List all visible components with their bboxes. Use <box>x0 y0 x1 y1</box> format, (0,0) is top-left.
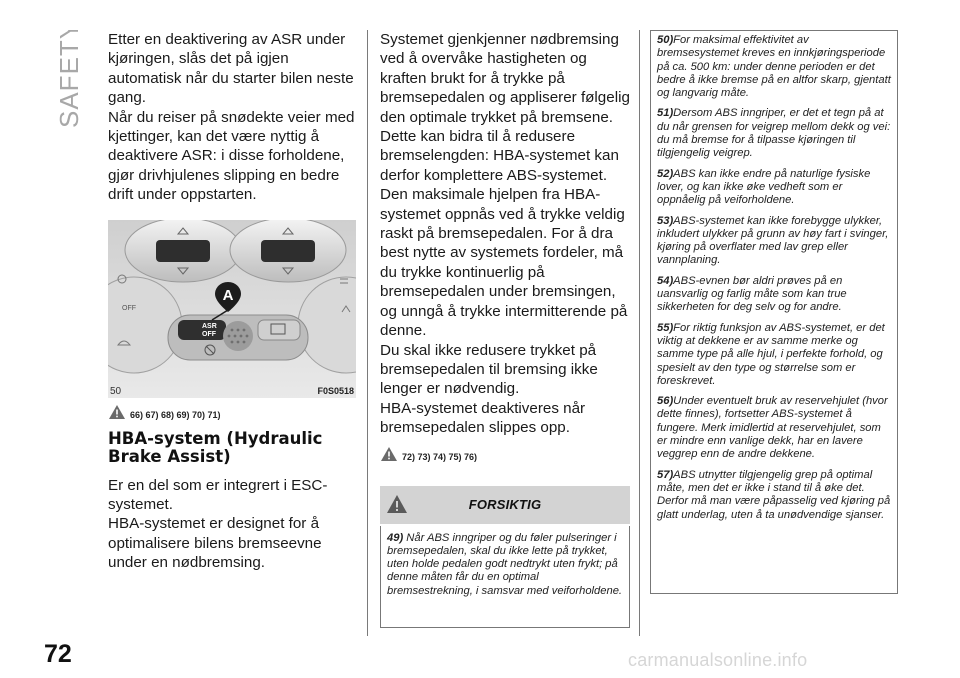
note-number: 54) <box>657 274 674 287</box>
note-text: ABS-systemet kan ikke forebygge ulykker, inkludert ulykker på grunn av høy fart i svinger, kjøring på overflater med lav grep eller vannplaning. <box>657 214 889 267</box>
column-1 <box>108 30 356 573</box>
paragraph: HBA-systemet deaktiveres når bremsepedalen slippes opp. <box>380 399 586 437</box>
paragraph: Etter en deaktivering av ASR under kjøringen, slås det på igjen automatisk når du starter bilen neste gang. <box>108 31 354 107</box>
note-text: For riktig funksjon av ABS-systemet, er det viktig at dekkene er av samme merke og samme type på alle hjul, i perfekte forhold, og spesielt av den type og størrelse som er foreskrevet. <box>657 321 885 387</box>
figure-code: F0S0518 <box>317 385 354 396</box>
note-number: 52) <box>657 167 674 180</box>
note-text: For maksimal effektivitet av bremsesystemet kreves en innkjøringsperiode på ca. 500 km: under denne perioden er det bedre å ikke bremse på en altfor skarp, gjentatt og langvarig måte. <box>657 34 891 100</box>
switch-panel-illustration <box>108 220 356 398</box>
warning-refs <box>108 404 356 420</box>
note-number: 51) <box>657 107 674 120</box>
warning-icon <box>108 404 126 420</box>
section-tab <box>50 30 86 130</box>
section-heading <box>108 430 356 466</box>
notes-box <box>650 30 898 594</box>
caution-title: FORSIKTIG <box>468 497 542 513</box>
warning-icon <box>386 494 408 514</box>
note-item <box>657 215 892 268</box>
note-number: 57) <box>657 468 674 481</box>
heading-line: HBA-system (Hydraulic <box>108 428 323 448</box>
paragraph: Systemet gjenkjenner nødbremsing ved å overvåke hastigheten og kraften brukt for å trykke på bremsepedalen og appliserer følgelig den optimale trykket på bremsene. Dette kan bidra til å redusere bremselengden: HBA-systemet kan derfor komplettere ABS-systemet. <box>380 31 630 184</box>
intro-text <box>108 30 356 205</box>
off-label: OFF <box>122 304 136 312</box>
paragraph: Når du reiser på snødekte veier med kjettinger, kan det være nyttig å deaktivere ASR: i disse forholdene, gjør drivhjulenes slipping en bedre drift under oppstarten. <box>108 108 355 204</box>
note-number: 56) <box>657 395 674 408</box>
asr-switch-label: OFF <box>202 330 216 338</box>
caution-box <box>380 526 630 628</box>
caution-header <box>380 486 630 524</box>
heading-line: Brake Assist) <box>108 446 231 466</box>
note-item <box>657 469 892 522</box>
column-divider-right <box>639 30 640 636</box>
note-item <box>657 34 892 100</box>
paragraph: Den maksimale hjelpen fra HBA-systemet oppnås ved å trykke veldig raskt på bremsepedalen. For å dra best nytte av systemets fordeler, må du trykke kontinuerlig på bremsepedalen under bremsingen, og unngå å trykke intermitterende på denne. <box>380 186 628 340</box>
warning-icon <box>380 446 398 462</box>
note-item <box>657 275 892 315</box>
paragraph: Er en del som er integrert i ESC-systemet. <box>108 476 328 514</box>
note-item <box>657 168 892 208</box>
paragraph: HBA-systemet er designet for å optimalisere bilens bremseevne under en nødbremsing. <box>108 515 322 572</box>
dashboard-figure <box>108 220 356 398</box>
note-text: Dersom ABS inngriper, er det et tegn på at du når grensen for veigrep mellom dekk og vei: du må bremse for å tilpasse kjøringen til tilgjengelig veigrep. <box>657 107 891 160</box>
note-text: ABS-evnen bør aldri prøves på en uansvarlig og farlig måte som kan true sikkerheten for deg selv og for andre. <box>657 274 847 314</box>
hba-description <box>380 30 630 438</box>
warning-ref-numbers: 66) 67) 68) 69) 70) 71) <box>130 409 221 420</box>
asr-switch-label: ASR <box>202 322 217 330</box>
section-tab-label: SAFETY <box>54 30 84 128</box>
column-3 <box>650 30 898 594</box>
watermark: carmanualsonline.info <box>628 650 808 670</box>
note-text: Under eventuelt bruk av reservehjulet (hvor dette finnes), fortsetter ABS-systemet å fungere. Merk imidlertid at reservehjulet, som er mindre enn vanlige dekk, har en lavere veggrep enn de andre dekkene. <box>657 395 888 461</box>
warning-refs <box>380 446 630 462</box>
note-item <box>657 322 892 388</box>
note-item <box>657 107 892 160</box>
note-item <box>657 395 892 461</box>
note-number: 53) <box>657 214 674 227</box>
figure-number: 50 <box>110 385 122 397</box>
note-text: ABS utnytter tilgjengelig grep på optimal måte, men det er ikke i stand til å øke det. Derfor må man være påpasselig ved kjøring på glatt underlag, uten å ta unødvendige sjanser. <box>657 468 891 521</box>
page-number: 72 <box>44 640 72 668</box>
note-text: Når ABS inngriper og du føler pulseringer i bremsepedalen, skal du ikke lette på trykket, uten holde pedalen godt nedtrykt uten frykt; på denne måten får du en optimal bremsestrekning, i samsvar med veiforholdene. <box>387 531 623 597</box>
hba-intro-text <box>108 476 356 573</box>
warning-ref-numbers: 72) 73) 74) 75) 76) <box>402 451 478 462</box>
note-number: 50) <box>657 34 674 46</box>
column-divider-left <box>367 30 368 636</box>
column-2 <box>380 30 630 628</box>
note-text: ABS kan ikke endre på naturlige fysiske lover, og kan ikke øke vedheft som er oppnåelig på veiforholdene. <box>657 167 871 207</box>
caution-note <box>387 532 623 598</box>
note-number: 55) <box>657 321 674 334</box>
figure-marker: A <box>222 286 234 304</box>
paragraph: Du skal ikke redusere trykket på bremsepedalen til bremsing ikke lenger er nødvendig. <box>380 341 598 398</box>
note-number: 49) <box>387 531 404 544</box>
